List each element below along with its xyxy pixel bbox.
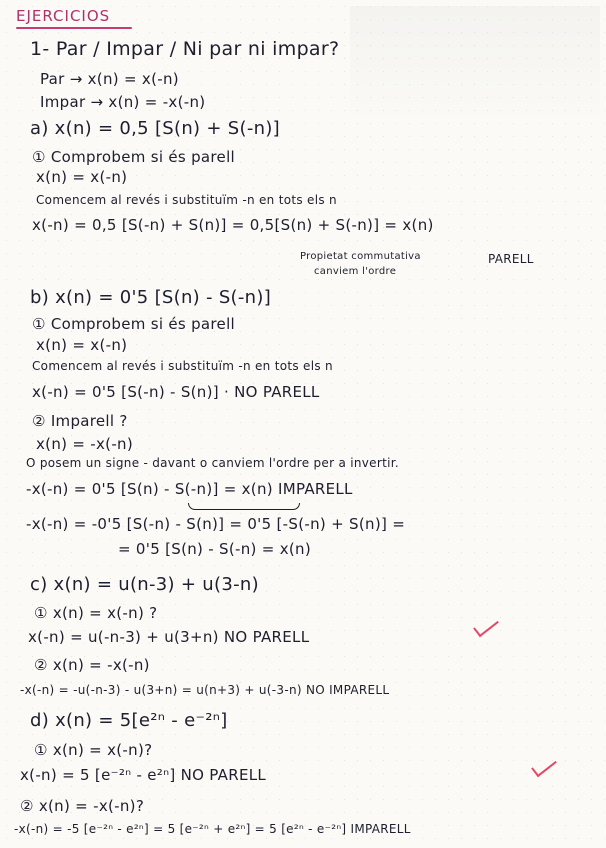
part-d-label: d) x(n) = 5[e²ⁿ - e⁻²ⁿ] xyxy=(30,710,228,731)
c-eq-2: -x(-n) = -u(-n-3) - u(3+n) = u(n+3) + u(-3-n) NO IMPARELL xyxy=(20,683,390,697)
underbrace xyxy=(188,503,300,510)
b-eq-4: -x(-n) = 0'5 [S(n) - S(-n)] = x(n) IMPARELL xyxy=(26,480,353,498)
a-step-1: ① Comprobem si és parell xyxy=(32,148,236,166)
page-title: EJERCICIOS xyxy=(16,7,111,25)
a-eq-2: x(-n) = 0,5 [S(-n) + S(n)] = 0,5[S(n) + S(-n)] = x(n) xyxy=(32,216,434,234)
b-step-1: ① Comprobem si és parell xyxy=(32,315,236,333)
b-note: Comencem al revés i substituïm -n en tots els n xyxy=(32,359,333,373)
check-mark xyxy=(531,754,557,777)
b-eq-3: x(n) = -x(-n) xyxy=(36,435,134,453)
d-eq-1: x(-n) = 5 [e⁻²ⁿ - e²ⁿ] NO PARELL xyxy=(20,766,267,784)
exercise-heading: 1- Par / Impar / Ni par ni impar? xyxy=(30,38,340,60)
b-eq-5: -x(-n) = -0'5 [S(-n) - S(n)] = 0'5 [-S(-n) + S(n)] = xyxy=(26,515,406,533)
part-a-label: a) x(n) = 0,5 [S(n) + S(-n)] xyxy=(30,118,280,139)
d-step-2: ② x(n) = -x(-n)? xyxy=(20,797,145,815)
part-c-label: c) x(n) = u(n-3) + u(3-n) xyxy=(30,574,259,595)
title-underline xyxy=(16,27,132,29)
a-note: Comencem al revés i substituïm -n en tots els n xyxy=(36,193,337,207)
c-eq-1: x(-n) = u(-n-3) + u(3+n) NO PARELL xyxy=(28,628,310,646)
def-par: Par → x(n) = x(-n) xyxy=(40,70,179,88)
a-annot-2: canviem l'ordre xyxy=(314,266,397,277)
check-mark xyxy=(473,614,499,637)
def-impar: Impar → x(n) = -x(-n) xyxy=(40,93,206,111)
a-annot-1: Propietat commutativa xyxy=(300,251,421,262)
c-step-2: ② x(n) = -x(-n) xyxy=(34,656,150,674)
a-eq-1: x(n) = x(-n) xyxy=(36,168,128,186)
b-note-2: O posem un signe - davant o canviem l'ordre per a invertir. xyxy=(26,456,399,470)
b-eq-6: = 0'5 [S(n) - S(-n) = x(n) xyxy=(118,540,311,558)
d-step-1: ① x(n) = x(-n)? xyxy=(34,741,153,759)
bleed-through-shadow xyxy=(350,6,600,126)
c-step-1: ① x(n) = x(-n) ? xyxy=(34,604,158,622)
b-step-2: ② Imparell ? xyxy=(32,412,128,430)
b-eq-1: x(n) = x(-n) xyxy=(36,336,128,354)
a-result: PARELL xyxy=(488,252,534,266)
b-eq-2: x(-n) = 0'5 [S(-n) - S(n)] · NO PARELL xyxy=(32,383,320,401)
d-eq-2: -x(-n) = -5 [e⁻²ⁿ - e²ⁿ] = 5 [e⁻²ⁿ + e²ⁿ] = 5 [e²ⁿ - e⁻²ⁿ] IMPARELL xyxy=(14,822,411,836)
part-b-label: b) x(n) = 0'5 [S(n) - S(-n)] xyxy=(30,287,272,308)
